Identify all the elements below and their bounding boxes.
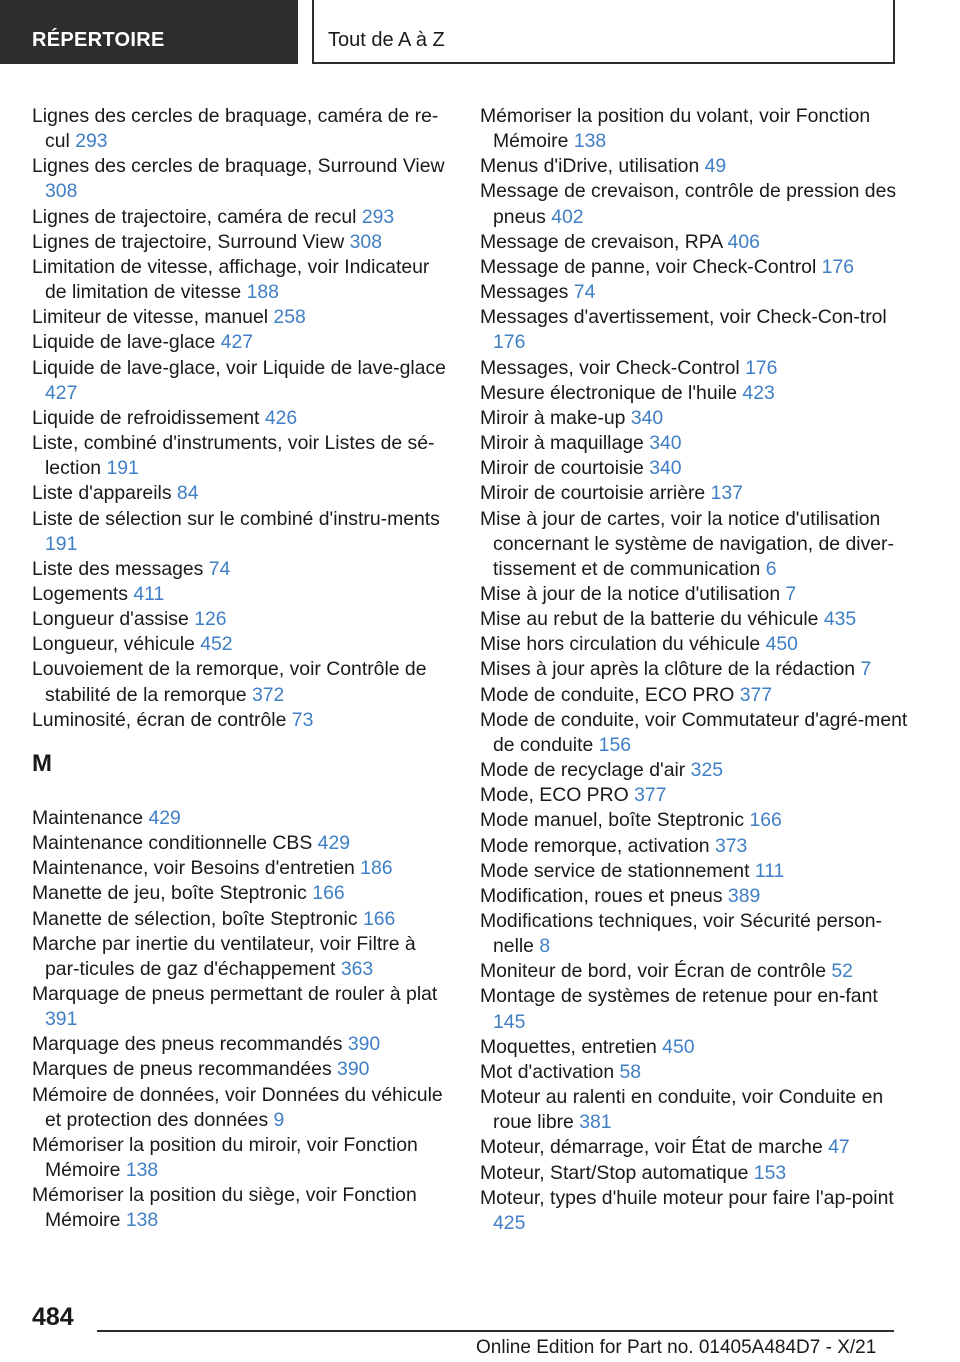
index-entry-text: Liquide de refroidissement (32, 406, 260, 429)
index-entry (480, 859, 910, 884)
index-entry-text: Montage de systèmes de retenue pour en‐fant (480, 985, 878, 1008)
index-entry (32, 154, 454, 204)
page-link[interactable]: 156 (598, 733, 632, 756)
page-link[interactable]: 138 (125, 1159, 159, 1182)
page-link[interactable]: 429 (148, 806, 181, 829)
index-entry (32, 582, 454, 607)
index-entry (480, 582, 910, 607)
index-entry-text: Message de crevaison, contrôle de pression des pneus (480, 180, 897, 228)
page-link[interactable]: 293 (75, 130, 108, 153)
index-entry (32, 657, 454, 707)
page-link[interactable]: 137 (710, 482, 743, 505)
index-entry-text: Mode, ECO PRO (480, 784, 629, 807)
page-link[interactable]: 111 (754, 859, 785, 882)
index-entry (32, 104, 454, 154)
page-link[interactable]: 325 (690, 759, 724, 782)
index-entry-text: Liste de sélection sur le combiné d'instru‐ments (32, 507, 440, 530)
page-link[interactable]: 7 (785, 582, 797, 605)
index-entry-text: Message de crevaison, RPA (480, 230, 723, 253)
index-entry (480, 255, 910, 280)
index-entry (480, 1135, 910, 1160)
index-entry (32, 607, 454, 632)
index-entry-text: Mode de conduite, voir Commutateur d'agré‐ment de conduite (480, 708, 908, 756)
index-entry-text: Mise au rebut de la batterie du véhicule (480, 608, 819, 631)
index-entry-text: Liste d'appareils (32, 482, 172, 505)
page-link[interactable]: 391 (45, 1008, 78, 1031)
index-entry-text: Limiteur de vitesse, manuel (32, 306, 269, 329)
page-link[interactable]: 426 (264, 406, 298, 429)
page-link[interactable]: 340 (630, 406, 664, 429)
index-entry-text: Maintenance, voir Besoins d'entretien (32, 857, 355, 880)
index-entry (480, 959, 910, 984)
index-entry (32, 557, 454, 582)
index-entry-text: Mise hors circulation du véhicule (480, 633, 761, 656)
index-entry (32, 1183, 454, 1233)
page-link[interactable]: 363 (340, 957, 374, 980)
page-link[interactable]: 9 (273, 1108, 285, 1131)
page-link[interactable]: 7 (860, 658, 872, 681)
page-link[interactable]: 166 (749, 809, 782, 832)
chapter-title-box (312, 0, 895, 64)
index-list-m (32, 806, 454, 1234)
index-entry-text: Manette de sélection, boîte Steptronic (32, 907, 358, 930)
page-link[interactable]: 390 (347, 1033, 381, 1056)
page-link[interactable]: 73 (291, 708, 314, 731)
page-link[interactable]: 74 (208, 557, 231, 580)
page-link[interactable]: 58 (619, 1060, 642, 1083)
index-entry (480, 984, 910, 1034)
index-entry (32, 1083, 454, 1133)
index-entry (480, 280, 910, 305)
index-entry-text: Mémoriser la position du miroir, voir Fonction Mémoire (32, 1133, 418, 1182)
page-link[interactable]: 166 (312, 882, 345, 905)
index-entry (480, 406, 910, 431)
index-entry-text: Message de panne, voir Check-Control (480, 255, 817, 278)
edition-footer: Online Edition for Part no. 01405A484D7 - X/21 (476, 1337, 877, 1358)
index-entry-text: Mode de recyclage d'air (480, 759, 686, 782)
index-entry-text: Mise à jour de cartes, voir la notice d'utilisation concernant le système de navigation, de diver‐tissement et de communication (480, 507, 894, 580)
index-entry (480, 1035, 910, 1060)
page-link[interactable]: 450 (765, 633, 798, 656)
chapter-title: Tout de A à Z (328, 29, 445, 51)
index-entry (32, 406, 454, 431)
index-entry-text: Messages, voir Check-Control (480, 356, 740, 379)
page-link[interactable]: 373 (714, 834, 748, 857)
index-entry (32, 856, 454, 881)
page-link[interactable]: 372 (251, 683, 285, 706)
index-entry-text: Miroir à make-up (480, 406, 626, 429)
page-link[interactable]: 52 (831, 960, 853, 983)
page-link[interactable]: 49 (704, 155, 727, 178)
index-entry (32, 831, 454, 856)
index-entry-text: Marques de pneus recommandées (32, 1058, 332, 1081)
section-label: RÉPERTOIRE (32, 29, 165, 51)
index-entry-text: Luminosité, écran de contrôle (32, 708, 287, 731)
page-link[interactable]: 452 (200, 633, 233, 656)
page-link[interactable]: 429 (317, 832, 351, 855)
index-entry (32, 255, 454, 305)
index-entry-text: Lignes des cercles de braquage, caméra de re‐cul (32, 105, 439, 153)
page-number: 484 (32, 1303, 74, 1331)
index-entry-text: Lignes de trajectoire, Surround View (32, 230, 345, 253)
index-list-l (32, 104, 454, 733)
page-link[interactable]: 8 (539, 935, 551, 958)
index-entry (480, 381, 910, 406)
page-link[interactable]: 402 (551, 205, 584, 228)
index-entry (32, 708, 454, 733)
page-link[interactable]: 126 (194, 608, 227, 631)
index-entry (480, 708, 910, 758)
index-entry (32, 881, 454, 906)
page-link[interactable]: 411 (133, 582, 165, 605)
page-link[interactable]: 166 (362, 907, 396, 930)
page-link[interactable]: 308 (349, 230, 382, 253)
index-entry-text: Maintenance conditionnelle CBS (32, 832, 313, 855)
index-entry (32, 632, 454, 657)
index-entry-text: Moteur, Start/Stop automatique (480, 1161, 749, 1184)
index-entry-text: Mises à jour après la clôture de la rédaction (480, 658, 856, 681)
index-entry-text: Miroir de courtoisie arrière (480, 482, 706, 505)
index-entry-text: Mode service de stationnement (480, 859, 750, 882)
page-link[interactable]: 258 (273, 306, 306, 329)
index-entry-text: Mémoire de données, voir Données du véhicule et protection des données (32, 1083, 443, 1131)
index-entry (32, 356, 454, 406)
section-tab (0, 0, 298, 64)
page-link[interactable]: 84 (176, 482, 199, 505)
index-entry-text: Messages d'avertissement, voir Check-Con‐trol (480, 306, 887, 329)
index-entry-text: Mot d'activation (480, 1060, 615, 1083)
index-entry (480, 305, 910, 355)
index-entry (480, 230, 910, 255)
page-link[interactable]: 153 (753, 1161, 787, 1184)
page-link[interactable]: 308 (45, 180, 78, 203)
index-entry (32, 330, 454, 355)
page-link[interactable]: 191 (106, 457, 139, 480)
index-entry-text: Liquide de lave-glace, voir Liquide de lave‐glace (32, 356, 446, 379)
index-entry-text: Longueur, véhicule (32, 633, 195, 656)
index-entry-text: Mise à jour de la notice d'utilisation (480, 582, 781, 605)
page-link[interactable]: 427 (220, 331, 254, 354)
index-entry (32, 982, 454, 1032)
index-entry-text: Marche par inertie du ventilateur, voir Filtre à par‐ticules de gaz d'échappement (32, 932, 416, 980)
page-link[interactable]: 390 (337, 1058, 370, 1081)
page-link[interactable]: 145 (493, 1010, 526, 1033)
index-entry (480, 431, 910, 456)
page-link[interactable]: 74 (573, 281, 596, 304)
page-link[interactable]: 188 (246, 281, 279, 304)
index-list-m-continued (480, 104, 910, 1236)
page-link[interactable]: 377 (634, 784, 667, 807)
index-entry-text: Longueur d'assise (32, 608, 189, 631)
index-entry-text: Modifications techniques, voir Sécurité person‐nelle (480, 910, 883, 958)
index-entry-text: Moquettes, entretien (480, 1035, 657, 1058)
page-link[interactable]: 450 (662, 1035, 695, 1058)
page-link[interactable]: 191 (45, 532, 78, 555)
index-entry (480, 456, 910, 481)
index-entry-text: Moniteur de bord, voir Écran de contrôle (480, 960, 826, 983)
index-entry-text: Manette de jeu, boîte Steptronic (32, 882, 307, 905)
page-link[interactable]: 406 (727, 230, 760, 253)
index-entry (480, 1161, 910, 1186)
index-entry (480, 1186, 910, 1236)
page-link[interactable]: 176 (745, 356, 778, 379)
index-entry (32, 806, 454, 831)
index-entry (480, 104, 910, 154)
index-entry (480, 507, 910, 582)
page-link[interactable]: 186 (360, 857, 393, 880)
page-header (0, 0, 960, 66)
index-entry (480, 834, 910, 859)
index-entry (32, 1057, 454, 1082)
page-link[interactable]: 425 (493, 1211, 526, 1234)
page-link[interactable]: 6 (765, 557, 777, 580)
index-entry (480, 808, 910, 833)
index-entry (480, 356, 910, 381)
index-entry (480, 632, 910, 657)
index-entry (480, 1060, 910, 1085)
page-link[interactable]: 389 (727, 884, 761, 907)
index-entry-text: Mode manuel, boîte Steptronic (480, 809, 745, 832)
page-link[interactable]: 47 (828, 1136, 850, 1159)
index-entry (32, 1032, 454, 1057)
index-entry (480, 909, 910, 959)
index-entry-text: Lignes des cercles de braquage, Surround View (32, 155, 445, 178)
index-entry-text: Miroir de courtoisie (480, 457, 644, 480)
page-link[interactable]: 423 (742, 381, 775, 404)
page-link[interactable]: 427 (45, 381, 78, 404)
index-entry (32, 205, 454, 230)
index-entry (32, 907, 454, 932)
index-entry-text: Maintenance (32, 806, 144, 829)
index-entry (480, 683, 910, 708)
index-entry-text: Liste des messages (32, 557, 204, 580)
footer-rule (97, 1330, 894, 1332)
index-entry-text: Moteur au ralenti en conduite, voir Conduite en roue libre (480, 1086, 884, 1134)
index-entry (480, 758, 910, 783)
index-entry (32, 507, 454, 557)
index-entry (32, 431, 454, 481)
page-link[interactable]: 138 (573, 130, 607, 153)
index-entry (480, 179, 910, 229)
index-entry (480, 481, 910, 506)
page-link[interactable]: 435 (823, 608, 857, 631)
page-link[interactable]: 138 (125, 1209, 159, 1232)
index-entry-text: Lignes de trajectoire, caméra de recul (32, 205, 357, 228)
index-entry (32, 1133, 454, 1183)
index-entry-text: Logements (32, 582, 128, 605)
index-column-right (480, 104, 910, 1236)
index-entry (32, 932, 454, 982)
index-entry-text: Marquage de pneus permettant de rouler à plat (32, 983, 438, 1005)
index-entry-text: Miroir à maquillage (480, 432, 644, 455)
index-entry (480, 607, 910, 632)
index-entry (32, 230, 454, 255)
index-entry (480, 884, 910, 909)
index-entry-text: Mémoriser la position du volant, voir Fonction Mémoire (480, 105, 871, 153)
index-entry (480, 657, 910, 682)
index-entry (32, 305, 454, 330)
index-entry-text: Mode remorque, activation (480, 834, 710, 857)
index-entry-text: Modification, roues et pneus (480, 884, 723, 907)
index-entry-text: Moteur, démarrage, voir État de marche (480, 1136, 823, 1159)
page-link[interactable]: 293 (361, 205, 395, 228)
index-entry (32, 481, 454, 506)
page-link[interactable]: 340 (649, 432, 682, 455)
index-entry (480, 1085, 910, 1135)
section-letter-m: M (32, 749, 52, 777)
page-link[interactable]: 176 (493, 331, 526, 354)
index-entry-text: Marquage des pneus recommandés (32, 1033, 343, 1056)
index-entry-text: Mémoriser la position du siège, voir Fonction Mémoire (32, 1184, 417, 1232)
page-link[interactable]: 340 (649, 457, 682, 480)
index-entry-text: Liste, combiné d'instruments, voir Listes de sé‐lection (32, 432, 435, 480)
page-link[interactable]: 176 (821, 255, 855, 278)
index-entry-text: Louvoiement de la remorque, voir Contrôle de stabilité de la remorque (32, 658, 427, 706)
index-entry-text: Messages (480, 281, 569, 304)
page-link[interactable]: 377 (739, 683, 773, 706)
index-entry-text: Mode de conduite, ECO PRO (480, 683, 735, 706)
index-entry-text: Liquide de lave-glace (32, 331, 216, 354)
index-column-left (32, 104, 454, 1234)
index-entry (480, 154, 910, 179)
index-entry-text: Mesure électronique de l'huile (480, 381, 738, 404)
index-entry-text: Moteur, types d'huile moteur pour faire l'ap‐point (480, 1186, 894, 1209)
page-link[interactable]: 381 (579, 1111, 612, 1134)
index-entry-text: Menus d'iDrive, utilisation (480, 155, 700, 178)
index-entry (480, 783, 910, 808)
index-entry-text: Limitation de vitesse, affichage, voir Indicateur de limitation de vitesse (32, 255, 430, 304)
